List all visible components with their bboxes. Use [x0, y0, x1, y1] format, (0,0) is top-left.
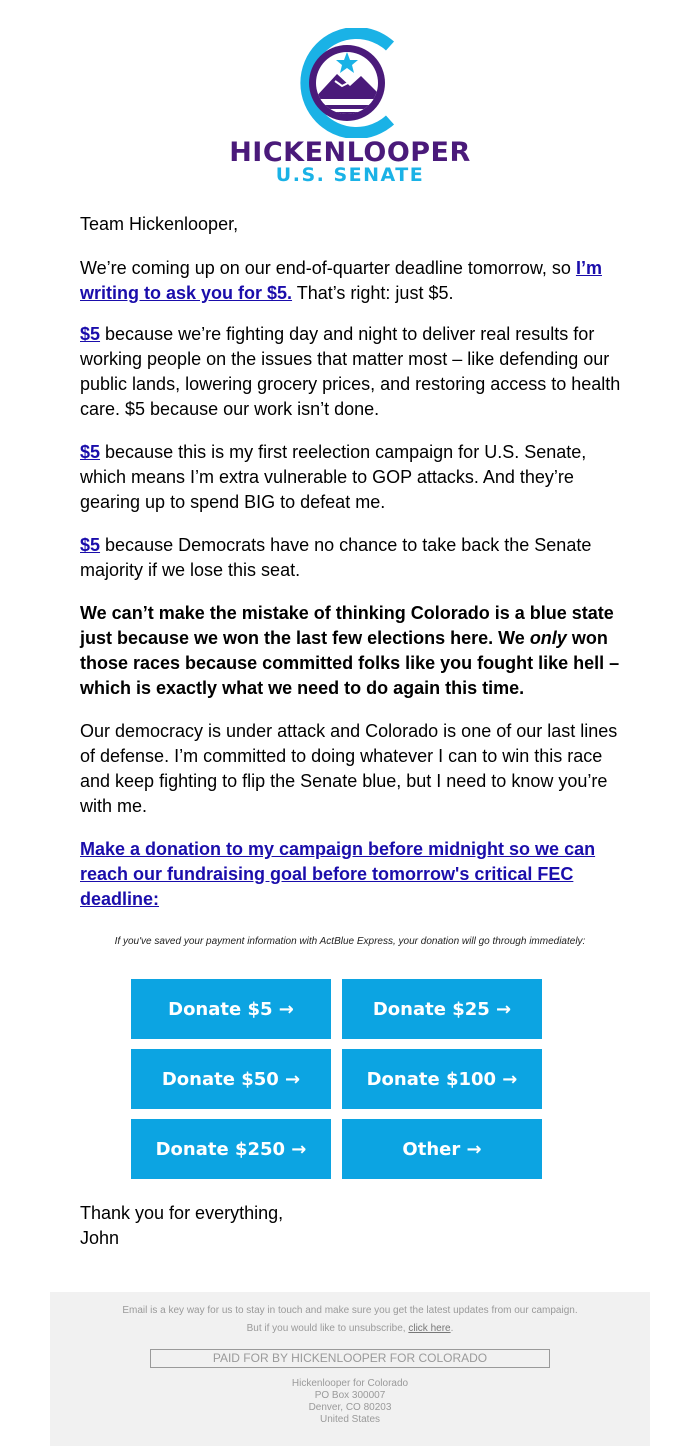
footer-address: [50, 1378, 650, 1426]
address-line: United States: [319, 1414, 381, 1425]
email-footer: [50, 1292, 650, 1446]
signoff-line: Thank you for everything,: [80, 1203, 284, 1223]
paragraph-5-emphasis: only: [529, 628, 567, 648]
paragraph-5: [80, 601, 625, 701]
paid-for-disclaimer: PAID FOR BY HICKENLOOPER FOR COLORADO: [150, 1349, 550, 1368]
donate-other-button[interactable]: Other →: [342, 1119, 542, 1179]
paragraph-3: [80, 440, 625, 515]
paragraph-2-text: because we’re fighting day and night to deliver real results for working people on the issues that matter most – like defending our public lands, lowering grocery prices, and restoring access to health care. $5 because our work isn’t done.: [80, 324, 621, 419]
paragraph-6: Our democracy is under attack and Colorado is one of our last lines of defense. I’m committed to doing whatever I can to win this race and keep fighting to flip the Senate blue, but I need to know you’re with me.: [80, 721, 618, 816]
signoff: [80, 1201, 625, 1251]
unsubscribe-text: But if you would like to unsubscribe,: [246, 1323, 409, 1334]
brand-name: HICKENLOOPER: [229, 137, 471, 168]
donate-five-link[interactable]: $5: [80, 535, 101, 555]
paragraph-1: [80, 256, 625, 306]
paragraph-4: [80, 533, 625, 583]
donate-100-button[interactable]: Donate $100 →: [342, 1049, 542, 1109]
paragraph-2: [80, 322, 625, 422]
donate-five-link[interactable]: $5: [80, 324, 101, 344]
unsubscribe-link[interactable]: click here: [408, 1323, 451, 1334]
footer-line-1: Email is a key way for us to stay in touch and make sure you get the latest updates from our campaign.: [122, 1305, 578, 1316]
address-line: Hickenlooper for Colorado: [291, 1378, 409, 1389]
paragraph-3-text: because this is my first reelection campaign for U.S. Senate, which means I’m extra vulnerable to GOP attacks. And they’re gearing up to spend BIG to defeat me.: [80, 442, 587, 512]
brand-subtitle: U.S. SENATE: [275, 164, 425, 186]
cta-paragraph: [80, 837, 625, 912]
address-line: Denver, CO 80203: [308, 1402, 392, 1413]
address-line: PO Box 300007: [314, 1390, 386, 1401]
ask-five-link[interactable]: I’m writing to ask you for $5.: [80, 258, 602, 303]
footer-line-2: [50, 1323, 650, 1334]
paragraph-1-tail: That’s right: just $5.: [292, 283, 454, 303]
donate-five-link[interactable]: $5: [80, 442, 101, 462]
campaign-logo: [0, 28, 700, 138]
donate-25-button[interactable]: Donate $25 →: [342, 979, 542, 1039]
donation-cta-link[interactable]: Make a donation to my campaign before midnight so we can reach our fundraising goal before tomorrow's critical FEC deadline:: [80, 839, 596, 909]
donate-250-button[interactable]: Donate $250 →: [131, 1119, 331, 1179]
mountain-star-logo-icon: [295, 28, 405, 138]
paragraph-4-text: because Democrats have no chance to take back the Senate majority if we lose this seat.: [80, 535, 592, 580]
unsubscribe-period: .: [450, 1323, 454, 1334]
paragraph-5-tail: won those races because committed folks like you fought like hell – which is exactly what we need to do again this time.: [80, 628, 620, 698]
signature-name: John: [80, 1228, 120, 1248]
actblue-express-note: If you've saved your payment information with ActBlue Express, your donation will go through immediately:: [114, 936, 586, 947]
paragraph-1-text: We’re coming up on our end-of-quarter deadline tomorrow, so: [80, 258, 576, 278]
paragraph-5-text: We can’t make the mistake of thinking Colorado is a blue state just because we won the last few elections here. We: [80, 603, 614, 648]
donate-5-button[interactable]: Donate $5 →: [131, 979, 331, 1039]
donate-50-button[interactable]: Donate $50 →: [131, 1049, 331, 1109]
greeting: Team Hickenlooper,: [80, 214, 239, 234]
